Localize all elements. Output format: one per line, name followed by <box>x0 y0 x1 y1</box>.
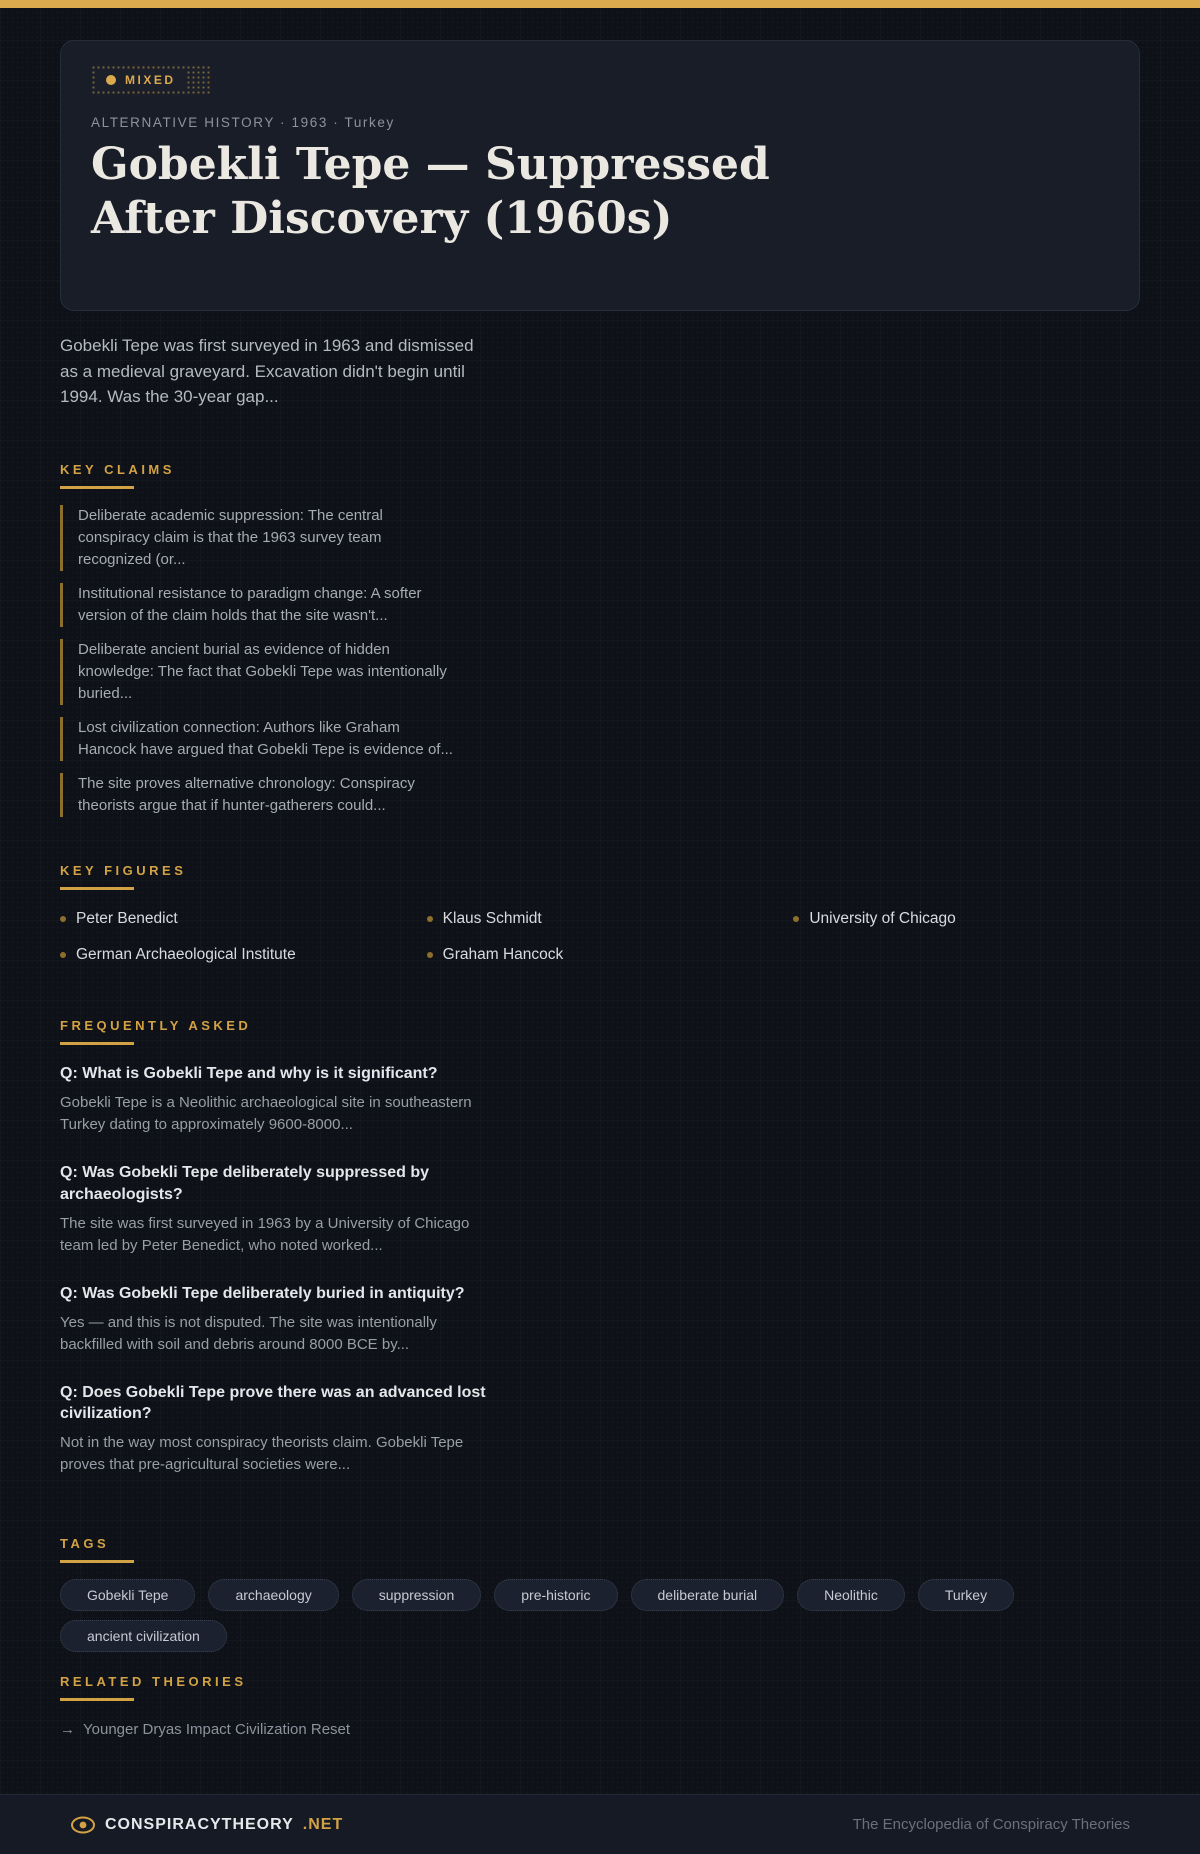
faq-answer: Gobekli Tepe is a Neolithic archaeological site in southeastern Turkey dating to approximately 9600-8000... <box>60 1094 472 1134</box>
related-theories-heading: RELATED THEORIES <box>60 1674 247 1690</box>
related-theories-section <box>60 1674 1140 1738</box>
figure-item <box>427 910 774 928</box>
heading-underline <box>60 486 134 489</box>
figures-grid <box>60 910 1140 964</box>
faq-list <box>60 1063 1140 1476</box>
claim-item: Lost civilization connection: Authors like Graham Hancock have argued that Gobekli Tepe is evidence of... <box>60 717 455 761</box>
header-card <box>60 40 1140 311</box>
key-figures-heading: KEY FIGURES <box>60 863 187 879</box>
faq-heading: FREQUENTLY ASKED <box>60 1018 252 1034</box>
tag-pill[interactable]: suppression <box>352 1579 482 1611</box>
bullet-icon <box>427 952 433 958</box>
faq-item <box>60 1063 520 1136</box>
figure-name: German Archaeological Institute <box>76 946 296 964</box>
faq-question: Q: Does Gobekli Tepe prove there was an advanced lost civilization? <box>60 1384 486 1423</box>
brand-name: CONSPIRACYTHEORY <box>105 1815 294 1833</box>
footer-tagline: The Encyclopedia of Conspiracy Theories <box>852 1816 1130 1834</box>
tag-pill[interactable]: Neolithic <box>797 1579 905 1611</box>
claim-item: Institutional resistance to paradigm change: A softer version of the claim holds that the site wasn't... <box>60 583 455 627</box>
key-figures-section <box>60 863 1140 964</box>
faq-question: Q: Was Gobekli Tepe deliberately suppressed by archaeologists? <box>60 1164 429 1203</box>
faq-answer: The site was first surveyed in 1963 by a University of Chicago team led by Peter Benedict, who noted worked... <box>60 1214 470 1254</box>
tag-pill[interactable]: deliberate burial <box>631 1579 785 1611</box>
top-accent-bar <box>0 0 1200 8</box>
intro-paragraph: Gobekli Tepe was first surveyed in 1963 and dismissed as a medieval graveyard. Excavation didn't begin until 1994. Was the 30-year gap... <box>60 336 474 407</box>
status-badge-inner <box>97 70 185 90</box>
faq-section <box>60 1018 1140 1502</box>
heading-underline <box>60 887 134 890</box>
faq-item <box>60 1162 520 1256</box>
bullet-icon <box>793 916 799 922</box>
tag-pill[interactable]: Turkey <box>918 1579 1014 1611</box>
faq-answer: Yes — and this is not disputed. The site was intentionally backfilled with soil and debris around 8000 BCE by... <box>60 1313 437 1353</box>
bullet-icon <box>60 952 66 958</box>
tags-row <box>60 1579 1020 1652</box>
figure-name: Graham Hancock <box>442 946 564 964</box>
heading-underline <box>60 1698 134 1701</box>
key-claims-section <box>60 462 1140 818</box>
tags-heading: TAGS <box>60 1536 110 1552</box>
related-theory-link[interactable] <box>60 1721 1140 1738</box>
claim-item: Deliberate academic suppression: The central conspiracy claim is that the 1963 survey team recognized (or... <box>60 505 455 571</box>
status-badge <box>91 65 211 95</box>
figure-name: Klaus Schmidt <box>442 910 542 928</box>
key-claims-heading: KEY CLAIMS <box>60 461 175 477</box>
bullet-icon <box>60 916 66 922</box>
page-title: Gobekli Tepe — Suppressed After Discovery (1960s) <box>91 139 770 245</box>
brand-logo[interactable] <box>70 1815 343 1835</box>
figure-item <box>60 946 407 964</box>
main-content <box>0 8 1200 1794</box>
faq-question: Q: Was Gobekli Tepe deliberately buried in antiquity? <box>60 1284 465 1302</box>
eye-icon <box>70 1815 96 1835</box>
tag-pill[interactable]: ancient civilization <box>60 1620 227 1652</box>
category-meta-line: ALTERNATIVE HISTORY · 1963 · Turkey <box>91 115 395 130</box>
tags-section <box>60 1536 1140 1652</box>
figure-item <box>60 910 407 928</box>
status-dot-icon <box>106 75 116 85</box>
arrow-right-icon: → <box>60 1721 75 1739</box>
faq-question: Q: What is Gobekli Tepe and why is it significant? <box>60 1065 438 1083</box>
tag-pill[interactable]: pre-historic <box>494 1579 617 1611</box>
claims-list <box>60 505 1140 818</box>
figure-item <box>793 910 1140 928</box>
figure-name: University of Chicago <box>809 910 956 928</box>
tag-pill[interactable]: Gobekli Tepe <box>60 1579 195 1611</box>
related-theory-label: Younger Dryas Impact Civilization Reset <box>83 1721 351 1739</box>
figure-name: Peter Benedict <box>76 910 178 928</box>
figure-item <box>427 946 774 964</box>
faq-item <box>60 1382 520 1476</box>
status-badge-label: MIXED <box>125 73 176 87</box>
faq-answer: Not in the way most conspiracy theorists claim. Gobekli Tepe proves that pre-agricultural societies were... <box>60 1434 464 1474</box>
heading-underline <box>60 1042 134 1045</box>
bullet-icon <box>427 916 433 922</box>
claim-item: Deliberate ancient burial as evidence of hidden knowledge: The fact that Gobekli Tepe was intentionally buried... <box>60 639 455 705</box>
tag-pill[interactable]: archaeology <box>208 1579 338 1611</box>
claim-item: The site proves alternative chronology: Conspiracy theorists argue that if hunter-gatherers could... <box>60 773 455 817</box>
brand-tld: .NET <box>302 1815 344 1833</box>
faq-item <box>60 1283 520 1356</box>
footer <box>0 1794 1200 1854</box>
heading-underline <box>60 1560 134 1563</box>
